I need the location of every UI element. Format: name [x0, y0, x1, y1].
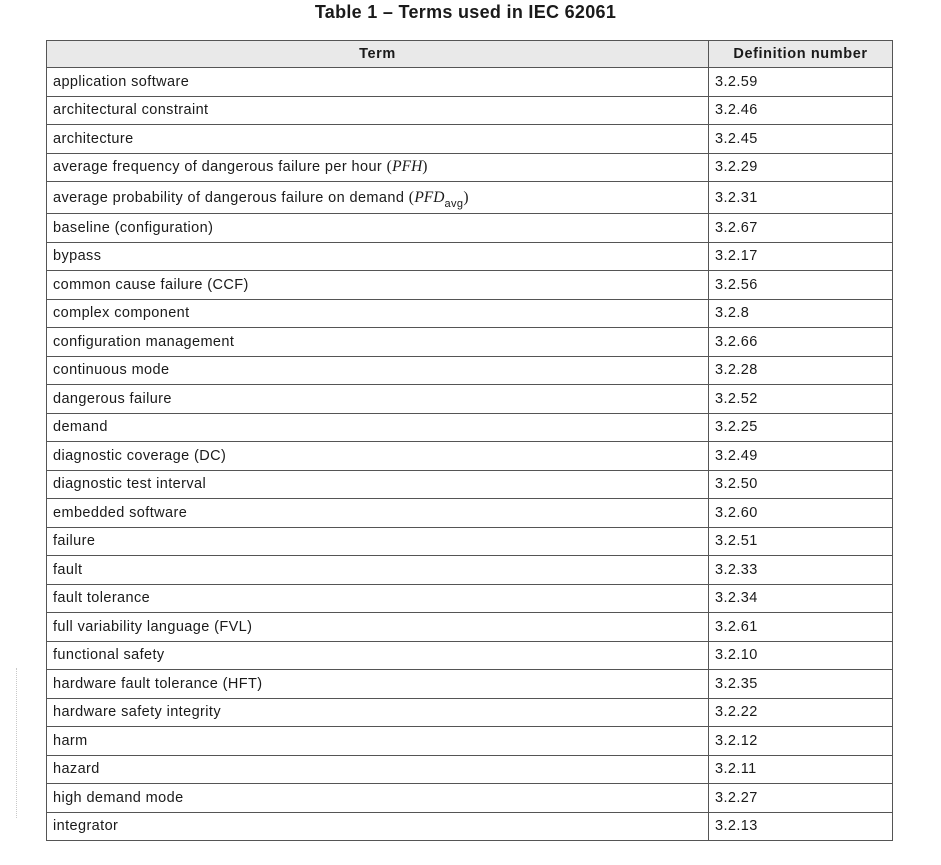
definition-number-cell: 3.2.13 — [709, 812, 893, 841]
definition-number-cell: 3.2.50 — [709, 470, 893, 499]
table-header-row — [47, 41, 893, 68]
term-cell — [47, 527, 709, 556]
definition-number-cell: 3.2.12 — [709, 727, 893, 756]
column-header-term: Term — [47, 41, 709, 68]
term-text: architectural constraint — [53, 102, 209, 119]
term-text: full variability language (FVL) — [53, 618, 253, 635]
table-row — [47, 182, 893, 214]
term-cell — [47, 214, 709, 243]
term-cell — [47, 641, 709, 670]
term-abbreviation: PFD — [414, 188, 445, 206]
term-text: harm — [53, 732, 88, 749]
definition-number-cell: 3.2.34 — [709, 584, 893, 613]
table-row — [47, 413, 893, 442]
table-row — [47, 385, 893, 414]
term-text: diagnostic coverage (DC) — [53, 447, 227, 464]
table-row — [47, 812, 893, 841]
term-cell — [47, 584, 709, 613]
margin-marks — [16, 668, 23, 818]
term-cell — [47, 356, 709, 385]
table-row — [47, 499, 893, 528]
term-text: fault — [53, 561, 83, 578]
table-row — [47, 584, 893, 613]
table-row — [47, 470, 893, 499]
term-text: diagnostic test interval — [53, 476, 207, 493]
table-row — [47, 670, 893, 699]
definition-number-cell: 3.2.27 — [709, 784, 893, 813]
table-row — [47, 125, 893, 154]
table-title: Table 1 – Terms used in IEC 62061 — [314, 2, 617, 22]
term-cell — [47, 299, 709, 328]
table-row — [47, 242, 893, 271]
terms-table — [46, 40, 893, 841]
table-row — [47, 641, 893, 670]
term-cell — [47, 784, 709, 813]
definition-number-cell: 3.2.51 — [709, 527, 893, 556]
term-cell: average probability of dangerous failure on demand $(PFD_{avg})$ — [47, 182, 709, 214]
term-cell — [47, 499, 709, 528]
definition-number-cell: 3.2.49 — [709, 442, 893, 471]
table-row — [47, 556, 893, 585]
term-text: failure — [53, 533, 96, 550]
term-text: embedded software — [53, 504, 188, 521]
term-cell — [47, 470, 709, 499]
term-text: common cause failure (CCF) — [53, 276, 249, 293]
table-row — [47, 271, 893, 300]
term-text: architecture — [53, 130, 134, 147]
term-text: application software — [53, 73, 190, 90]
term-cell — [47, 385, 709, 414]
term-cell — [47, 670, 709, 699]
term-text: baseline (configuration) — [53, 219, 214, 236]
term-abbreviation: PFH — [392, 158, 423, 176]
term-text: hardware fault tolerance (HFT) — [53, 675, 263, 692]
term-cell — [47, 96, 709, 125]
table-row — [47, 96, 893, 125]
term-cell — [47, 271, 709, 300]
term-cell — [47, 328, 709, 357]
term-text: average frequency of dangerous failure per hour — [53, 159, 383, 176]
term-cell — [47, 125, 709, 154]
definition-number-cell: 3.2.59 — [709, 68, 893, 97]
definition-number-cell: 3.2.8 — [709, 299, 893, 328]
table-row — [47, 214, 893, 243]
definition-number-cell: 3.2.22 — [709, 698, 893, 727]
definition-number-cell: 3.2.35 — [709, 670, 893, 699]
term-cell: average frequency of dangerous failure per hour (PFH) — [47, 153, 709, 182]
table-row — [47, 613, 893, 642]
definition-number-cell: 3.2.33 — [709, 556, 893, 585]
definition-number-cell: 3.2.25 — [709, 413, 893, 442]
term-text: integrator — [53, 818, 119, 835]
table-row — [47, 784, 893, 813]
term-text: configuration management — [53, 333, 235, 350]
term-text: hardware safety integrity — [53, 704, 221, 721]
term-cell — [47, 442, 709, 471]
term-cell — [47, 812, 709, 841]
definition-number-cell: 3.2.61 — [709, 613, 893, 642]
term-text: continuous mode — [53, 362, 170, 379]
term-cell — [47, 242, 709, 271]
table-row — [47, 727, 893, 756]
term-cell — [47, 68, 709, 97]
table-row — [47, 356, 893, 385]
term-text: fault tolerance — [53, 590, 151, 607]
definition-number-cell: 3.2.45 — [709, 125, 893, 154]
term-text: hazard — [53, 761, 100, 778]
definition-number-cell: 3.2.17 — [709, 242, 893, 271]
definition-number-cell: 3.2.46 — [709, 96, 893, 125]
table-row — [47, 328, 893, 357]
table-row — [47, 442, 893, 471]
definition-number-cell: 3.2.67 — [709, 214, 893, 243]
term-cell — [47, 413, 709, 442]
term-cell — [47, 698, 709, 727]
term-cell — [47, 727, 709, 756]
column-header-definition-number: Definition number — [709, 41, 893, 68]
definition-number-cell: 3.2.28 — [709, 356, 893, 385]
table-row — [47, 698, 893, 727]
table-row — [47, 299, 893, 328]
term-cell — [47, 755, 709, 784]
table-row — [47, 68, 893, 97]
term-text: high demand mode — [53, 789, 184, 806]
term-abbreviation-subscript: avg — [444, 197, 464, 210]
definition-number-cell: 3.2.66 — [709, 328, 893, 357]
definition-number-cell: 3.2.31 — [709, 182, 893, 214]
term-text: complex component — [53, 305, 190, 322]
term-cell — [47, 556, 709, 585]
table-body — [47, 68, 893, 841]
table-row — [47, 755, 893, 784]
definition-number-cell: 3.2.60 — [709, 499, 893, 528]
definition-number-cell: 3.2.52 — [709, 385, 893, 414]
table-row — [47, 527, 893, 556]
term-cell — [47, 613, 709, 642]
definition-number-cell: 3.2.10 — [709, 641, 893, 670]
term-text: average probability of dangerous failure on demand — [53, 189, 405, 206]
term-text: bypass — [53, 248, 102, 265]
term-text: functional safety — [53, 647, 165, 664]
table-row — [47, 153, 893, 182]
term-text: dangerous failure — [53, 390, 172, 407]
term-text: demand — [53, 419, 108, 436]
definition-number-cell: 3.2.29 — [709, 153, 893, 182]
definition-number-cell: 3.2.11 — [709, 755, 893, 784]
definition-number-cell: 3.2.56 — [709, 271, 893, 300]
